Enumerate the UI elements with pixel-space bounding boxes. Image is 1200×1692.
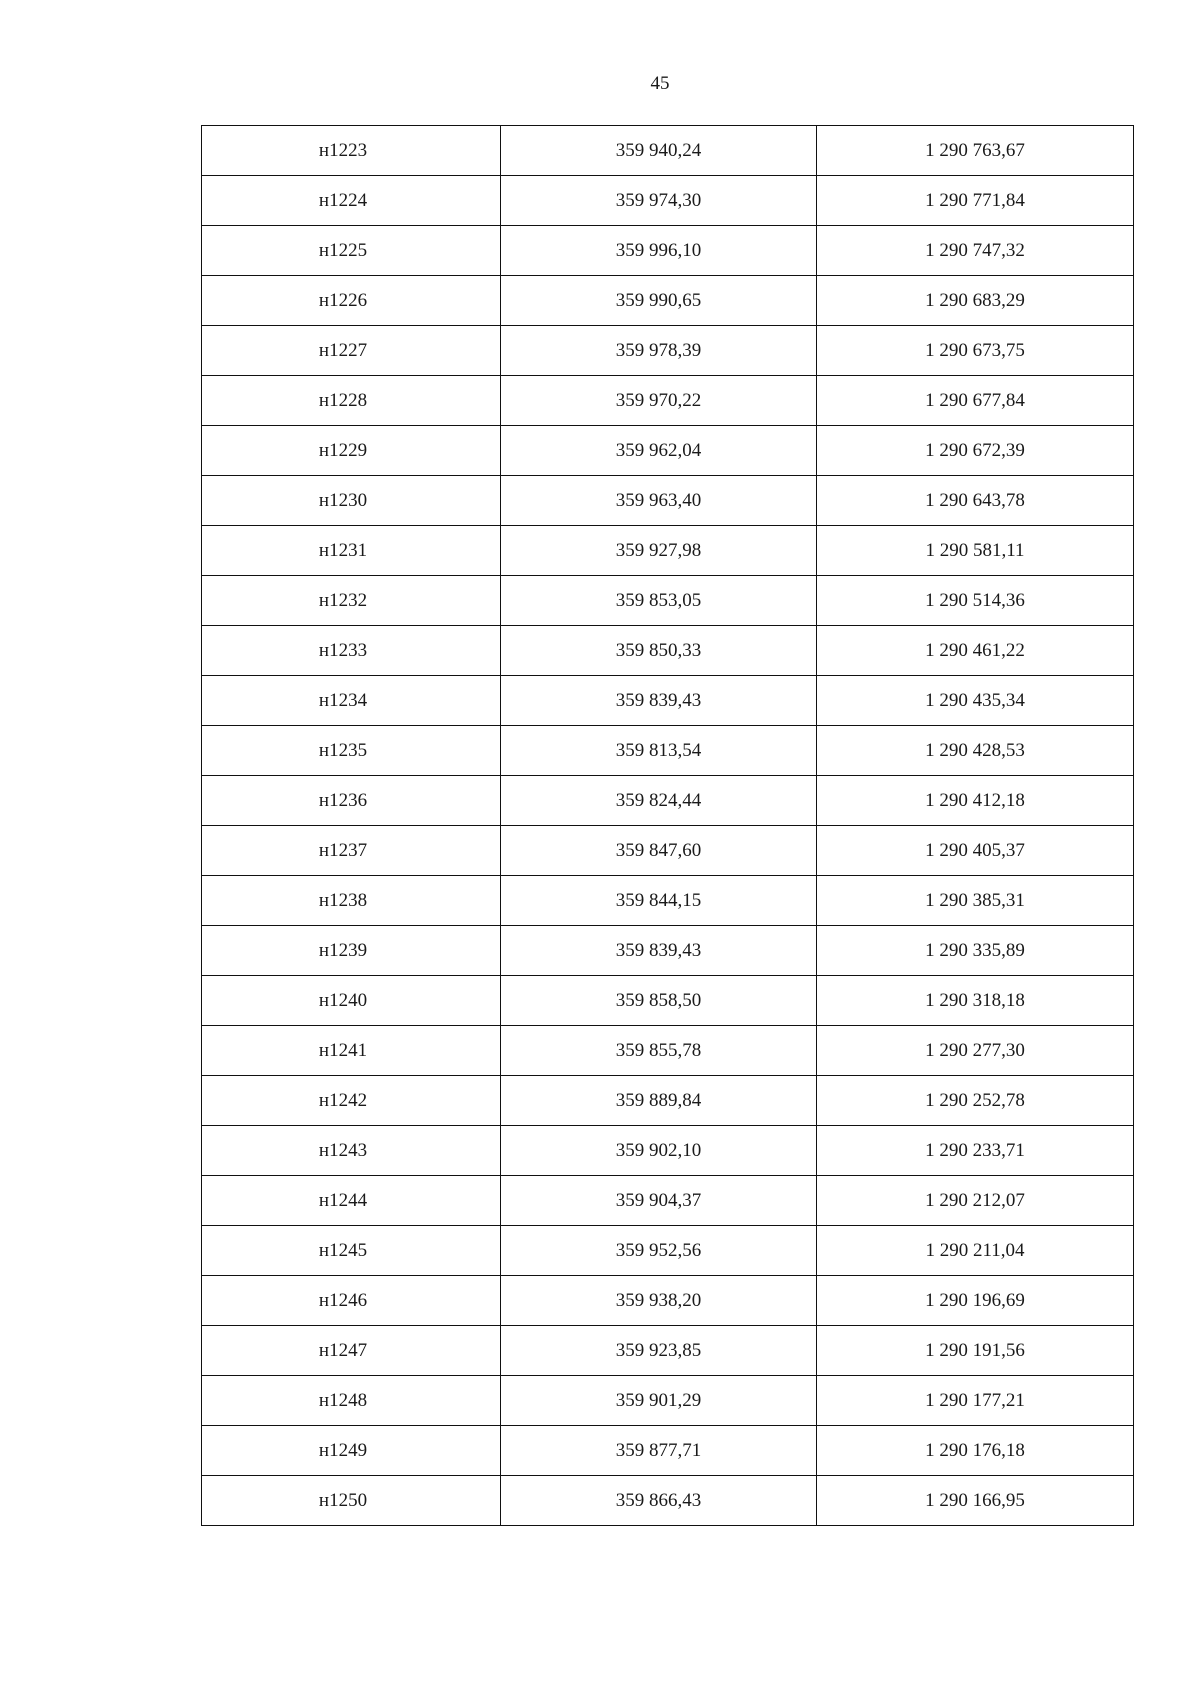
table-row — [202, 226, 1134, 276]
table-row — [202, 1126, 1134, 1176]
x-coordinate-cell: 359 844,15 — [501, 876, 817, 926]
x-coordinate-cell: 359 952,56 — [501, 1226, 817, 1276]
y-coordinate-cell: 1 290 428,53 — [817, 726, 1134, 776]
y-coordinate-cell: 1 290 176,18 — [817, 1426, 1134, 1476]
point-id-cell: н1246 — [202, 1276, 501, 1326]
x-coordinate-cell: 359 839,43 — [501, 926, 817, 976]
table-row — [202, 526, 1134, 576]
point-id-cell: н1235 — [202, 726, 501, 776]
x-coordinate-cell: 359 847,60 — [501, 826, 817, 876]
page-number: 45 — [650, 73, 670, 94]
y-coordinate-cell: 1 290 643,78 — [817, 476, 1134, 526]
point-id-cell: н1226 — [202, 276, 501, 326]
table-row — [202, 626, 1134, 676]
point-id-cell: н1248 — [202, 1376, 501, 1426]
y-coordinate-cell: 1 290 672,39 — [817, 426, 1134, 476]
point-id-cell: н1241 — [202, 1026, 501, 1076]
x-coordinate-cell: 359 813,54 — [501, 726, 817, 776]
x-coordinate-cell: 359 963,40 — [501, 476, 817, 526]
y-coordinate-cell: 1 290 683,29 — [817, 276, 1134, 326]
x-coordinate-cell: 359 889,84 — [501, 1076, 817, 1126]
coordinates-table-body — [202, 126, 1134, 1526]
y-coordinate-cell: 1 290 581,11 — [817, 526, 1134, 576]
table-row — [202, 326, 1134, 376]
table-row — [202, 1176, 1134, 1226]
table-row — [202, 1376, 1134, 1426]
table-row — [202, 1026, 1134, 1076]
table-row — [202, 1426, 1134, 1476]
x-coordinate-cell: 359 853,05 — [501, 576, 817, 626]
table-row — [202, 726, 1134, 776]
point-id-cell: н1244 — [202, 1176, 501, 1226]
point-id-cell: н1230 — [202, 476, 501, 526]
point-id-cell: н1228 — [202, 376, 501, 426]
table-row — [202, 176, 1134, 226]
point-id-cell: н1247 — [202, 1326, 501, 1376]
table-row — [202, 426, 1134, 476]
point-id-cell: н1240 — [202, 976, 501, 1026]
point-id-cell: н1233 — [202, 626, 501, 676]
point-id-cell: н1232 — [202, 576, 501, 626]
y-coordinate-cell: 1 290 191,56 — [817, 1326, 1134, 1376]
table-row — [202, 476, 1134, 526]
y-coordinate-cell: 1 290 461,22 — [817, 626, 1134, 676]
x-coordinate-cell: 359 923,85 — [501, 1326, 817, 1376]
x-coordinate-cell: 359 877,71 — [501, 1426, 817, 1476]
point-id-cell: н1245 — [202, 1226, 501, 1276]
table-row — [202, 1276, 1134, 1326]
x-coordinate-cell: 359 850,33 — [501, 626, 817, 676]
point-id-cell: н1243 — [202, 1126, 501, 1176]
x-coordinate-cell: 359 824,44 — [501, 776, 817, 826]
point-id-cell: н1224 — [202, 176, 501, 226]
y-coordinate-cell: 1 290 405,37 — [817, 826, 1134, 876]
point-id-cell: н1223 — [202, 126, 501, 176]
table-row — [202, 876, 1134, 926]
table-row — [202, 1226, 1134, 1276]
point-id-cell: н1239 — [202, 926, 501, 976]
point-id-cell: н1225 — [202, 226, 501, 276]
y-coordinate-cell: 1 290 277,30 — [817, 1026, 1134, 1076]
x-coordinate-cell: 359 904,37 — [501, 1176, 817, 1226]
y-coordinate-cell: 1 290 385,31 — [817, 876, 1134, 926]
y-coordinate-cell: 1 290 747,32 — [817, 226, 1134, 276]
x-coordinate-cell: 359 974,30 — [501, 176, 817, 226]
point-id-cell: н1250 — [202, 1476, 501, 1526]
y-coordinate-cell: 1 290 677,84 — [817, 376, 1134, 426]
table-row — [202, 976, 1134, 1026]
x-coordinate-cell: 359 940,24 — [501, 126, 817, 176]
table-row — [202, 826, 1134, 876]
table-row — [202, 376, 1134, 426]
point-id-cell: н1237 — [202, 826, 501, 876]
y-coordinate-cell: 1 290 233,71 — [817, 1126, 1134, 1176]
x-coordinate-cell: 359 978,39 — [501, 326, 817, 376]
y-coordinate-cell: 1 290 177,21 — [817, 1376, 1134, 1426]
y-coordinate-cell: 1 290 514,36 — [817, 576, 1134, 626]
x-coordinate-cell: 359 839,43 — [501, 676, 817, 726]
y-coordinate-cell: 1 290 763,67 — [817, 126, 1134, 176]
y-coordinate-cell: 1 290 335,89 — [817, 926, 1134, 976]
point-id-cell: н1242 — [202, 1076, 501, 1126]
x-coordinate-cell: 359 962,04 — [501, 426, 817, 476]
y-coordinate-cell: 1 290 435,34 — [817, 676, 1134, 726]
x-coordinate-cell: 359 855,78 — [501, 1026, 817, 1076]
y-coordinate-cell: 1 290 166,95 — [817, 1476, 1134, 1526]
table-row — [202, 276, 1134, 326]
x-coordinate-cell: 359 996,10 — [501, 226, 817, 276]
table-row — [202, 1476, 1134, 1526]
point-id-cell: н1231 — [202, 526, 501, 576]
point-id-cell: н1234 — [202, 676, 501, 726]
x-coordinate-cell: 359 938,20 — [501, 1276, 817, 1326]
y-coordinate-cell: 1 290 212,07 — [817, 1176, 1134, 1226]
x-coordinate-cell: 359 866,43 — [501, 1476, 817, 1526]
y-coordinate-cell: 1 290 771,84 — [817, 176, 1134, 226]
y-coordinate-cell: 1 290 673,75 — [817, 326, 1134, 376]
table-row — [202, 676, 1134, 726]
x-coordinate-cell: 359 927,98 — [501, 526, 817, 576]
table-row — [202, 1326, 1134, 1376]
y-coordinate-cell: 1 290 412,18 — [817, 776, 1134, 826]
table-row — [202, 776, 1134, 826]
x-coordinate-cell: 359 902,10 — [501, 1126, 817, 1176]
point-id-cell: н1249 — [202, 1426, 501, 1476]
point-id-cell: н1227 — [202, 326, 501, 376]
point-id-cell: н1229 — [202, 426, 501, 476]
table-row — [202, 926, 1134, 976]
point-id-cell: н1238 — [202, 876, 501, 926]
y-coordinate-cell: 1 290 318,18 — [817, 976, 1134, 1026]
x-coordinate-cell: 359 901,29 — [501, 1376, 817, 1426]
table-row — [202, 126, 1134, 176]
y-coordinate-cell: 1 290 211,04 — [817, 1226, 1134, 1276]
x-coordinate-cell: 359 858,50 — [501, 976, 817, 1026]
y-coordinate-cell: 1 290 252,78 — [817, 1076, 1134, 1126]
table-row — [202, 576, 1134, 626]
y-coordinate-cell: 1 290 196,69 — [817, 1276, 1134, 1326]
table-row — [202, 1076, 1134, 1126]
x-coordinate-cell: 359 990,65 — [501, 276, 817, 326]
x-coordinate-cell: 359 970,22 — [501, 376, 817, 426]
coordinates-table — [201, 125, 1134, 1526]
point-id-cell: н1236 — [202, 776, 501, 826]
